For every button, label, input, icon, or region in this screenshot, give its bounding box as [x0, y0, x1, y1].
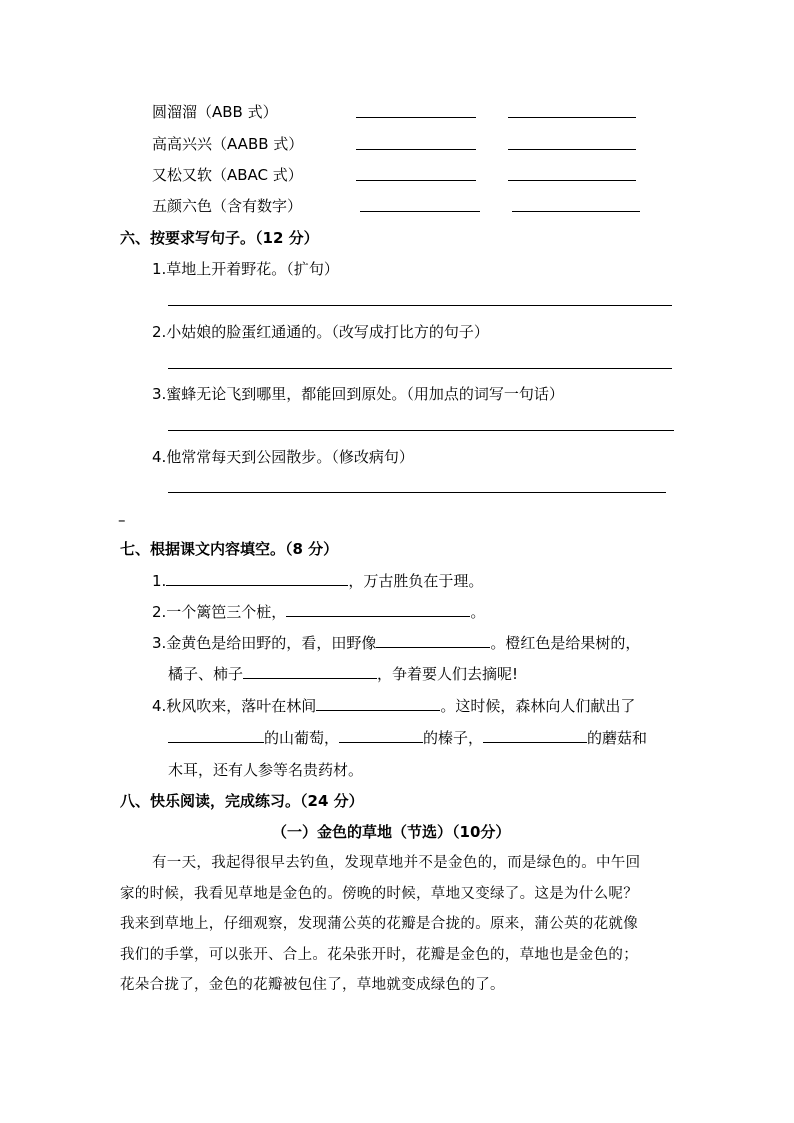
- section7-q4-text-d: 的榛子，: [423, 729, 484, 747]
- section6-item-1: 1.草地上开着野花。（扩句）: [152, 260, 339, 278]
- idiom-2-answer-blank-2[interactable]: [508, 149, 636, 150]
- section7-q2-blank[interactable]: [286, 602, 470, 617]
- section7-q1-blank[interactable]: [166, 571, 348, 586]
- section7-q4-blank-3[interactable]: [339, 728, 423, 743]
- section7-q3-text-b: 。橙红色是给果树的，: [490, 634, 641, 652]
- stray-mark: –: [118, 511, 126, 529]
- section7-q3-blank-2[interactable]: [243, 664, 377, 679]
- passage-line-4: 我们的手掌，可以张开、合上。花朵张开时，花瓣是金色的，草地也是金色的；: [120, 947, 638, 963]
- idiom-3-answer-blank-2[interactable]: [508, 180, 636, 181]
- passage-line-3: 我来到草地上，仔细观察，发现蒲公英的花瓣是合拢的。原来，蒲公英的花就像: [120, 916, 638, 932]
- section7-q3-line1: [152, 633, 640, 653]
- section6-item-1-answer-line[interactable]: [168, 305, 672, 306]
- section7-q1: [152, 571, 483, 591]
- idiom-4: 五颜六色（含有数字）: [152, 197, 303, 215]
- idiom-1-answer-blank-1[interactable]: [356, 117, 476, 118]
- section7-heading: 七、根据课文内容填空。（8 分）: [120, 540, 339, 558]
- idiom-3-answer-blank-1[interactable]: [356, 180, 476, 181]
- idiom-3: 又松又软（ABAC 式）: [152, 166, 303, 184]
- passage-title: （一）金色的草地（节选）（10分）: [272, 823, 511, 841]
- section6-item-2: 2.小姑娘的脸蛋红通通的。（改写成打比方的句子）: [152, 323, 489, 341]
- passage-line-2: 家的时候，我看见草地是金色的。傍晚的时候，草地又变绿了。这是为什么呢？: [120, 886, 638, 902]
- section7-q2-prefix: 2.一个篱笆三个桩，: [152, 603, 287, 621]
- section6-item-4: 4.他常常每天到公园散步。（修改病句）: [152, 448, 414, 466]
- section7-q2-suffix: 。: [470, 603, 486, 621]
- section8-heading: 八、快乐阅读，完成练习。（24 分）: [120, 792, 364, 810]
- idiom-2-answer-blank-1[interactable]: [356, 149, 476, 150]
- section6-item-3: 3.蜜蜂无论飞到哪里，都能回到原处。（用加点的词写一句话）: [152, 385, 564, 403]
- section7-q4-line3: 木耳，还有人参等名贵药材。: [168, 761, 364, 779]
- idiom-1-answer-blank-2[interactable]: [508, 117, 636, 118]
- idiom-2: 高高兴兴（AABB 式）: [152, 135, 304, 153]
- section7-q3-text-a: 3.金黄色是给田野的，看，田野像: [152, 634, 377, 652]
- section7-q1-prefix: 1.: [152, 572, 167, 590]
- section6-item-2-answer-line[interactable]: [168, 368, 672, 369]
- section7-q4-text-a: 4.秋风吹来，落叶在林间: [152, 697, 317, 715]
- section7-q3-line2: [168, 664, 518, 684]
- passage-line-1: 有一天，我起得很早去钓鱼，发现草地并不是金色的，而是绿色的。中午回: [152, 855, 641, 871]
- section7-q2: [152, 602, 485, 622]
- section7-q4-text-c: 的山葡萄，: [264, 729, 340, 747]
- idiom-4-answer-blank-2[interactable]: [512, 211, 640, 212]
- idiom-4-answer-blank-1[interactable]: [360, 211, 480, 212]
- section6-item-4-answer-line[interactable]: [168, 492, 666, 493]
- section6-item-3-answer-line[interactable]: [168, 430, 674, 431]
- section7-q4-line2: [168, 728, 647, 748]
- section7-q4-blank-4[interactable]: [483, 728, 587, 743]
- section7-q4-text-e: 的蘑菇和: [587, 729, 648, 747]
- section6-heading: 六、按要求写句子。（12 分）: [120, 229, 319, 247]
- section7-q4-text-b: 。这时候，森林向人们献出了: [440, 697, 636, 715]
- passage-line-5: 花朵合拢了，金色的花瓣被包住了，草地就变成绿色的了。: [120, 977, 505, 993]
- section7-q1-suffix: ，万古胜负在于理。: [348, 572, 484, 590]
- section7-q4-blank-2[interactable]: [168, 728, 264, 743]
- idiom-1: 圆溜溜（ABB 式）: [152, 103, 278, 121]
- section7-q4-line1: [152, 696, 635, 716]
- section7-q3-text-d: ，争着要人们去摘呢!: [377, 665, 519, 683]
- section7-q3-text-c: 橘子、柿子: [168, 665, 244, 683]
- section7-q4-blank-1[interactable]: [316, 696, 440, 711]
- section7-q3-blank-1[interactable]: [376, 633, 490, 648]
